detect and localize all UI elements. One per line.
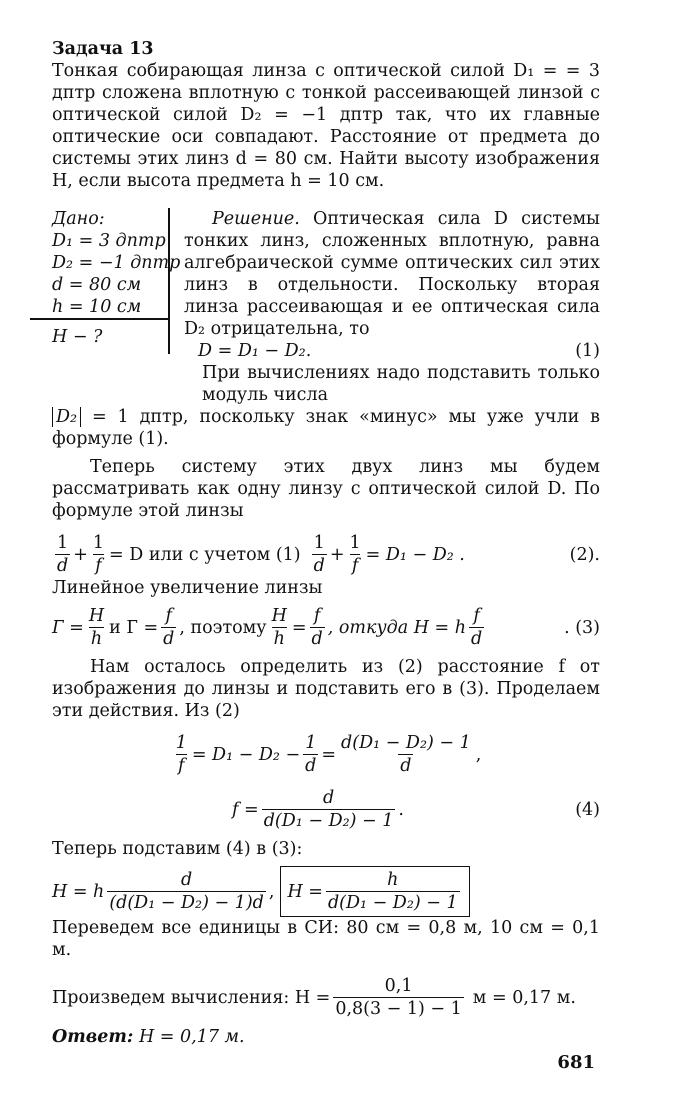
solution-intro-text: Оптическая сила D системы тонких линз, сложенных вплотную, равна алгебраической сумме оптических сил этих линз в отдельности. Поскольку вторая линза рассеивающая и ее оптическая сила D₂ отрицательна, то: [184, 209, 600, 339]
find-quantity: H − ?: [52, 327, 103, 347]
solution-label: Решение.: [212, 209, 300, 229]
equation-3-a: Г =: [52, 617, 84, 638]
equation-3: Г = $\frac{H}{h}$ и Г = $\frac{f}{d}$ , поэтому $\frac{H}{h}$ = $\frac{f}{d}$ , откуда H = h $\frac{f}{d}$ . (3): [52, 606, 600, 649]
paragraph-substitute: Теперь подставим (4) в (3):: [52, 839, 303, 859]
given-item: D₁ = 3 дптр: [52, 231, 166, 251]
fraction: $\frac{\text{d(D₁ − D₂) − 1}}{d}$: [341, 733, 471, 776]
equation-2-middle: = D или с учетом (1): [109, 544, 301, 565]
fraction: $\frac{1}{d}$: [57, 533, 69, 576]
equation-5-lhs: H = h: [52, 881, 105, 902]
given-column: [52, 208, 181, 354]
paragraph-modulus-a: При вычислениях надо подставить только модуль числа: [202, 363, 600, 405]
equation-1-number: (1): [575, 341, 600, 361]
calculation-label: Произведем вычисления: H =: [52, 987, 331, 1008]
solution-intro: [170, 208, 600, 362]
fraction: $\frac{d}{\text{(d(D₁ − D₂) − 1)d}}$: [109, 870, 264, 913]
fraction: $\frac{f}{d}$: [471, 606, 483, 649]
paragraph-units: Переведем все единицы в СИ: 80 см = 0,8 м, 10 см = 0,1 м.: [52, 918, 600, 960]
equation-3-where: , откуда H = h: [327, 617, 467, 638]
given-item: h = 10 см: [52, 297, 142, 317]
given-solution-block: [52, 208, 600, 362]
equation-3-number: . (3): [564, 617, 600, 638]
equation-2-number: (2).: [569, 544, 600, 565]
fraction: $\frac{0,1}{0,8(3 - 1) - 1}$: [335, 976, 462, 1019]
answer-label: Ответ:: [52, 1027, 134, 1047]
fraction: $\frac{1}{f}$: [349, 533, 361, 576]
paragraph-modulus-b: = 1 дптр, поскольку знак «минус» мы уже учли в формуле (1).: [52, 407, 600, 449]
problem-title: Задача 13: [52, 39, 154, 59]
equation-2: $\frac{1}{d}$ + $\frac{1}{f}$ = D или с учетом (1) $\frac{1}{d}$ + $\frac{1}{f}$ = D₁ − D₂ . (2).: [57, 533, 600, 576]
fraction: $\frac{1}{f}$: [175, 733, 187, 776]
modulus-d2: D₂: [52, 407, 81, 427]
fraction: $\frac{H}{h}$: [271, 606, 287, 649]
fraction: $\frac{1}{d}$: [313, 533, 325, 576]
textbook-page: [52, 38, 600, 1048]
equation-3-and: и Г =: [109, 617, 159, 638]
fraction: $\frac{h}{\text{d(D₁ − D₂) − 1}}$: [327, 870, 458, 913]
equation-4b-lhs: f =: [232, 799, 259, 820]
fraction: $\frac{f}{d}$: [163, 606, 175, 649]
paragraph-magnification: Линейное увеличение линзы: [52, 578, 323, 598]
equation-4a-middle: = D₁ − D₂ −: [191, 744, 301, 765]
fraction: $\frac{d}{\text{d(D₁ − D₂) − 1}}$: [263, 788, 394, 831]
equation-2-end: = D₁ − D₂ .: [365, 544, 465, 565]
boxed-formula: [280, 866, 469, 917]
given-label: Дано:: [52, 209, 105, 229]
equation-4a: $\frac{1}{f}$ = D₁ − D₂ − $\frac{1}{d}$ = $\frac{\text{d(D₁ − D₂) − 1}}{d}$ ,: [175, 733, 482, 776]
given-divider: [30, 318, 170, 320]
equation-1-body: D = D₁ − D₂.: [198, 341, 312, 361]
fraction: $\frac{H}{h}$: [88, 606, 105, 649]
calculation: [52, 975, 600, 1020]
answer-line: [52, 1026, 600, 1048]
calculation-result: м = 0,17 м.: [472, 987, 576, 1008]
given-item: d = 80 см: [52, 275, 142, 295]
paragraph-derive: Нам осталось определить из (2) расстояние f от изображения до линзы и подставить его в (3). Проделаем эти действия. Из (2): [52, 657, 600, 721]
fraction: $\frac{1}{d}$: [305, 733, 317, 776]
boxed-formula-lhs: H =: [287, 881, 323, 902]
problem-statement: Тонкая собирающая линза с оптической силой D₁ = = 3 дптр сложена вплотную с тонкой рассеивающей линзой с оптической силой D₂ = −1 дптр так, что их главные оптические оси совпадают. Расстояние от предмета до системы этих линз d = 80 см. Найти высоту изображения H, если высота предмета h = 10 см.: [52, 61, 600, 191]
equation-4b: f = $\frac{d}{\text{d(D₁ − D₂) − 1}}$ . (4): [232, 788, 600, 831]
fraction: $\frac{1}{f}$: [92, 533, 105, 576]
fraction: $\frac{f}{d}$: [311, 606, 323, 649]
paragraph-system: Теперь систему этих двух линз мы будем рассматривать как одну линзу с оптической силой D. По формуле этой линзы: [52, 457, 600, 521]
answer-value: H = 0,17 м.: [138, 1027, 245, 1047]
paragraph-modulus: [52, 362, 600, 450]
page-number: 681: [557, 1052, 595, 1073]
equation-3-so: , поэтому: [179, 617, 267, 638]
given-item: D₂ = −1 дптр: [52, 253, 181, 273]
equation-1: [184, 340, 600, 362]
equation-4-number: (4): [575, 799, 600, 820]
equation-5: H = h $\frac{d}{\text{(d(D₁ − D₂) − 1)d}}$ , H = $\frac{h}{\text{d(D₁ − D₂) − 1}}$: [52, 866, 600, 917]
